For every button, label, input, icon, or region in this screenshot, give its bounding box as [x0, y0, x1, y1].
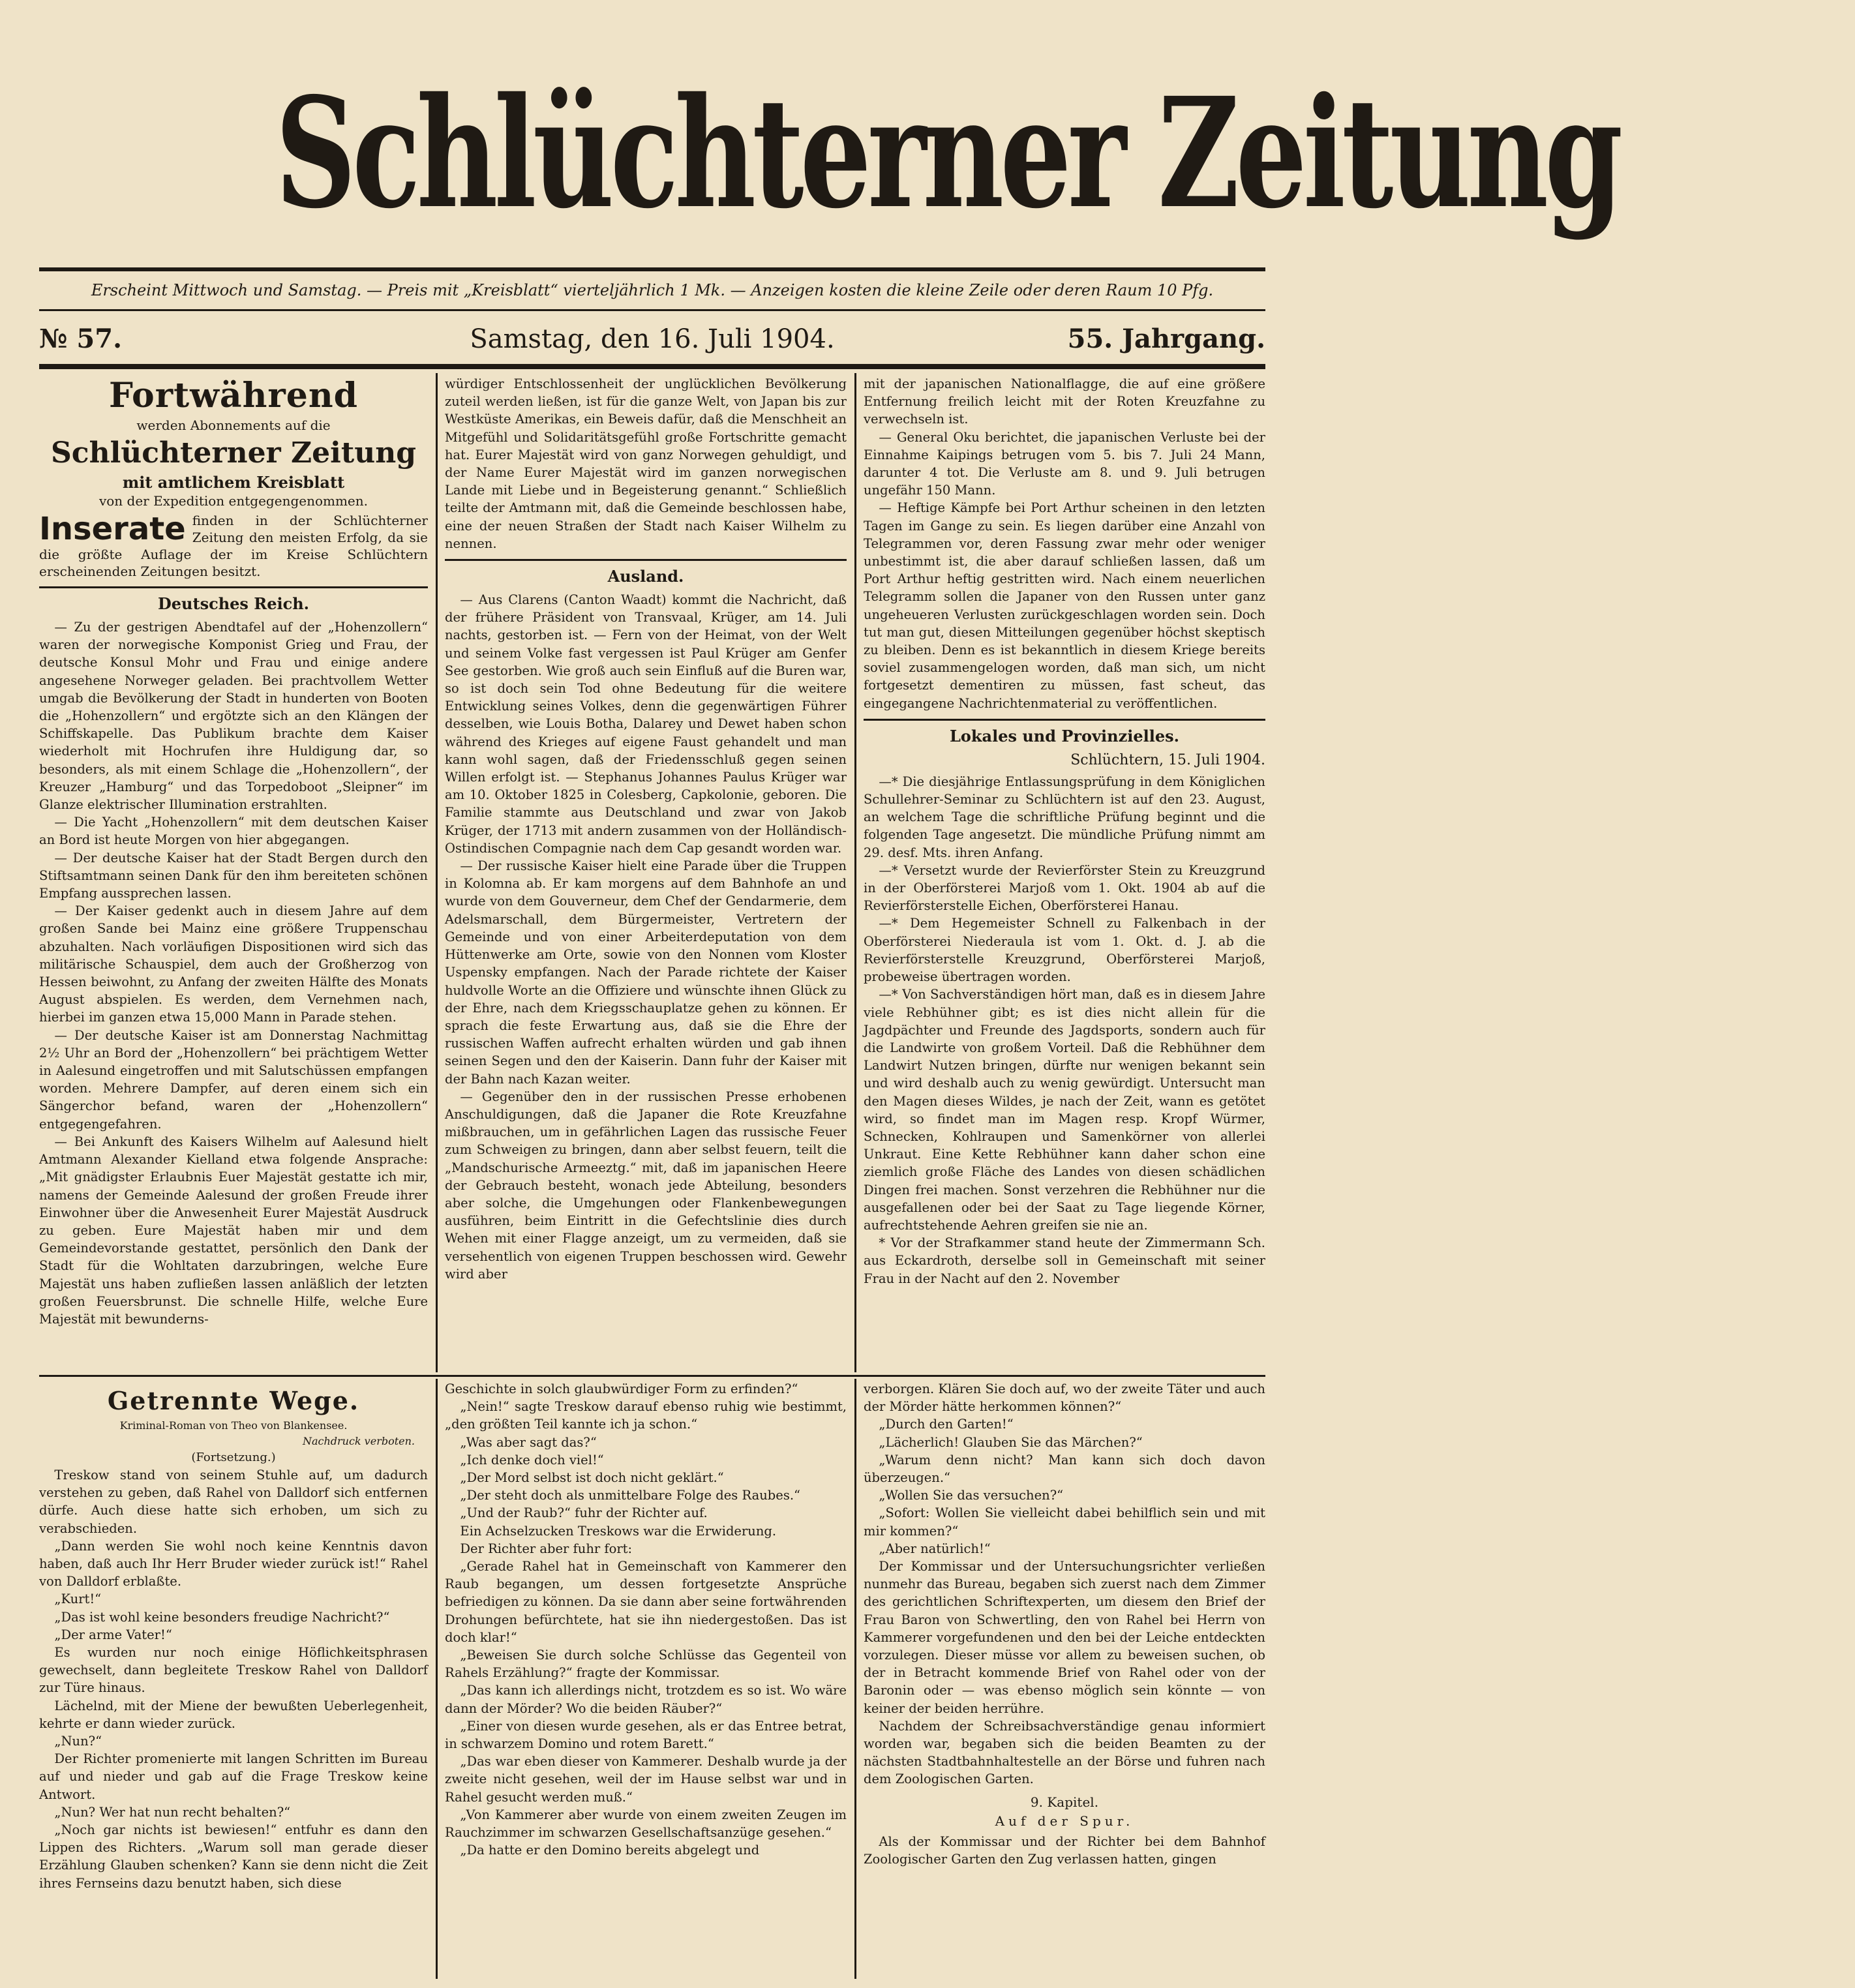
serial-paragraph: Als der Kommissar und der Richter bei dem Bahnhof Zoologischer Garten den Zug verlassen hatten, gingen: [864, 1833, 1265, 1867]
serial-paragraph: „Der Mord selbst ist doch nicht geklärt.“: [460, 1470, 724, 1486]
article-paragraph: —* Versetzt wurde der Revierförster Stein zu Kreuzgrund in der Oberförsterei Marjoß vom 1. Okt. 1904 ab auf die Revierförsterstelle Eichen, Oberförsterei Hanau.: [864, 862, 1265, 914]
issue-date: Samstag, den 16. Juli 1904.: [470, 324, 835, 354]
newspaper-title: Schlüchterner Zeitung: [275, 64, 1620, 242]
article-paragraph: — Gegenüber den in der russischen Presse erhobenen Anschuldigungen, daß die Japaner die Rote Kreuzfahne mißbrauchen, um in gefährlichen Lagen das russische Feuer zum Schweigen zu bringen, dann aber selbst feuern, teilt die „Mandschurische Armeeztg.“ mit, daß im japanischen Heere der Gebrauch besteht, wonach jede Abteilung, besonders aber solche, die Umgehungen oder Flankenbewegungen ausführen, beim Eintritt in die Gefechtslinie dies durch Wehen mit einer Flagge anzeigt, um zu vermeiden, daß sie versehentlich von eigenen Truppen beschossen wird. Gewehr wird aber: [445, 1089, 847, 1282]
section-rule: [864, 719, 1265, 721]
article-paragraph: — General Oku berichtet, die japanischen Verluste bei der Einnahme Kaipings betrugen vom 5. bis 7. Juli 24 Mann, darunter 4 tot. Die Verluste am 8. und 9. Juli betrugen ungefähr 150 Mann.: [864, 429, 1265, 498]
article-paragraph: —* Von Sachverständigen hört man, daß es in diesem Jahre viele Rebhühner gibt; es ist dies nicht allein für die Jagdpächter und Freunde des Jagdsports, sondern auch für die Landwirte von großem Vorteil. Daß die Rebhühner dem Landwirt Nutzen bringen, dürfte nur wenigen bekannt sein und wird deshalb auch zu wenig gewürdigt. Untersucht man den Magen dieses Wildes, je nach der Zeit, wann es getötet wird, so findet man im Magen resp. Kropf Würmer, Schnecken, Kohlraupen und Samenkörner von allerlei Unkraut. Eine Kette Rebhühner kann daher schon eine ziemlich große Fläche des Landes von diesen schädlichen Dingen frei machen. Sonst verzehren die Rebhühner nur die ausgefallenen oder bei der Saat zu Tage liegende Körner, aufrechtstehende Aehren greifen sie nie an.: [864, 987, 1265, 1233]
promo-newspaper-name: Schlüchterner Zeitung: [51, 436, 416, 470]
serial-paragraph: „Und der Raub?“ fuhr der Richter auf.: [460, 1505, 708, 1521]
section-heading-lokales: Lokales und Provinzielles.: [950, 726, 1179, 746]
article-paragraph: — Der russische Kaiser hielt eine Parade über die Truppen in Kolomna ab. Er kam morgens auf dem Bahnhofe an und wurde von dem Gouverneur, dem Chef der Gendarmerie, dem Adelsmarschall, dem Bürgermeister, Vertretern der Gemeinde und von einer Arbeiterdeputation von dem Hüttenwerke am Orte, sowie von den Nonnen vom Kloster Uspensky empfangen. Nach der Parade richtete der Kaiser huldvolle Worte an die Offiziere und wünschte ihnen Glück zu der Ehre, nach dem Kriegsschauplatze gehen zu können. Er sprach die feste Erwartung aus, daß sie die Ehre der russischen Waffen aufrecht erhalten würden und gab ihnen seinen Segen und den der Kaiserin. Dann fuhr der Kaiser mit der Bahn nach Kazan weiter.: [445, 858, 847, 1087]
section-rule: [445, 559, 847, 561]
serial-paragraph: Der Richter aber fuhr fort:: [460, 1541, 633, 1556]
chapter-number: 9. Kapitel.: [1030, 1794, 1099, 1810]
promo-subtitle: mit amtlichem Kreisblatt: [122, 473, 345, 492]
article-paragraph: —* Die diesjährige Entlassungsprüfung in dem Königlichen Schullehrer-Seminar zu Schlüchtern ist auf den 23. August, an welchem Tage die schriftliche Prüfung beginnt und die folgenden Tage angesetzt. Die mündliche Prüfung nimmt am 29. desf. Mts. ihren Anfang.: [864, 774, 1265, 860]
chapter-title: Auf der Spur.: [995, 1813, 1134, 1829]
promo-line-2: von der Expedition entgegengenommen.: [98, 493, 369, 509]
masthead-subline: Erscheint Mittwoch und Samstag. — Preis mit „Kreisblatt“ vierteljährlich 1 Mk. — Anzeigen kosten die kleine Zeile oder deren Raum 10 Pfg.: [91, 281, 1214, 299]
serial-title: Getrennte Wege.: [107, 1386, 360, 1415]
serial-paragraph: „Ich denke doch viel!“: [460, 1452, 604, 1468]
article-paragraph: — Die Yacht „Hohenzollern“ mit dem deutschen Kaiser an Bord ist heute Morgen von hier abgegangen.: [39, 815, 428, 848]
serial-paragraph: „Das war eben dieser von Kammerer. Deshalb wurde ja der zweite nicht gesehen, weil der im Hause selbst war und in Rahel gesucht werden muß.“: [445, 1754, 847, 1805]
serial-paragraph: „Aber natürlich!“: [879, 1541, 991, 1556]
serial-paragraph: „Das ist wohl keine besonders freudige Nachricht?“: [54, 1609, 390, 1625]
serial-paragraph: Der Richter promenierte mit langen Schritten im Bureau auf und nieder und gab auf die Frage Treskow keine Antwort.: [39, 1751, 428, 1802]
serial-paragraph: verborgen. Klären Sie doch auf, wo der zweite Täter und auch der Mörder hätte herkommen können?“: [864, 1381, 1265, 1415]
serial-paragraph: Es wurden nur noch einige Höflichkeitsphrasen gewechselt, dann begleitete Treskow Rahel von Dalldorf zur Türe hinaus.: [39, 1645, 428, 1696]
serial-paragraph: „Nein!“ sagte Treskow darauf ebenso ruhig wie bestimmt, „den größten Teil kannte ich ja schon.“: [445, 1399, 847, 1432]
serial-paragraph: „Nun? Wer hat nun recht behalten?“: [54, 1804, 291, 1820]
serial-paragraph: „Da hatte er den Domino bereits abgelegt und: [460, 1843, 760, 1858]
article-paragraph: — Der Kaiser gedenkt auch in diesem Jahre auf dem großen Sande bei Mainz eine größere Truppenschau abzuhalten. Nach vorläufigen Dispositionen wird sich das militärische Schauspiel, dem auch der Großherzog von Hessen beiwohnt, zu Anfang der zweiten Hälfte des Monats August abspielen. Es werden, dem Vernehmen nach, hierbei im ganzen etwa 15,000 Mann in Parade stehen.: [39, 903, 428, 1025]
serial-column-2: [445, 1380, 847, 1980]
serial-paragraph: „Noch gar nichts ist bewiesen!“ entfuhr es dann den Lippen des Richters. „Warum soll man gerade dieser Erzählung Glauben schenken? Kann sie denn nicht die Zeit ihres Fernseins dazu benutzt haben, sich diese: [39, 1822, 428, 1891]
serial-paragraph: Der Kommissar und der Untersuchungsrichter verließen nunmehr das Bureau, begaben sich zuerst nach dem Zimmer des gerichtlichen Schriftexperten, um diesem den Brief der Frau Baron von Schwertling, den von Rahel bei Herrn von Kammerer vorgefundenen und den bei der Leiche entdeckten vorzulegen. Dieser müsse vor allem zu beweisen suchen, ob der in Betracht kommende Brief von Rahel oder von der Baronin oder — was ebenso möglich sein könnte — von keiner der beiden herrühre.: [864, 1559, 1265, 1716]
masthead-rule-bottom: [39, 364, 1265, 369]
column-1: [39, 375, 428, 1373]
dateline: Schlüchtern, 15. Juli 1904.: [1070, 751, 1265, 768]
serial-byline: Kriminal-Roman von Theo von Blankensee.: [119, 1419, 348, 1432]
article-paragraph: —* Dem Hegemeister Schnell zu Falkenbach in der Oberförsterei Niederaula ist vom 1. Okt. d. J. ab die Revierförsterstelle Kreuzgrund, Oberförsterei Marjoß, probeweise übertragen worden.: [864, 916, 1265, 985]
serial-paragraph: „Nun?“: [54, 1734, 102, 1749]
serial-paragraph: Geschichte in solch glaubwürdiger Form zu erfinden?“: [445, 1381, 798, 1396]
article-paragraph: würdiger Entschlossenheit der unglücklichen Bevölkerung zuteil werden ließen, ist für die ganze Welt, von Japan bis zur Westküste Amerikas, ein Beweis dafür, daß die Menschheit an Mitgefühl und Solidaritätsgefühl große Fortschritte gemacht hat. Eurer Majestät wird von ganz Norwegen gehuldigt, und der Name Eurer Majestät wird im ganzen norwegischen Lande mit Liebe und in Begeisterung genannt.“ Schließlich teilte der Amtmann mit, daß die Gemeinde beschlossen habe, eine der neuen Straßen der Stadt nach Kaiser Wilhelm zu nennen.: [445, 376, 847, 551]
serial-paragraph: „Durch den Garten!“: [879, 1417, 1014, 1432]
serial-rule-2: [854, 1379, 856, 1979]
article-paragraph: mit der japanischen Nationalflagge, die auf eine größere Entfernung freilich leicht mit der Roten Kreuzfahne zu verwechseln ist.: [864, 376, 1265, 427]
serial-column-3: [864, 1380, 1265, 1980]
serial-paragraph: „Von Kammerer aber wurde von einem zweiten Zeugen im Rauchzimmer im schwarzen Gesellschaftsanzüge gesehen.“: [445, 1807, 847, 1841]
serial-paragraph: „Dann werden Sie wohl noch keine Kenntnis davon haben, daß auch Ihr Herr Bruder wieder zurück ist!“ Rahel von Dalldorf erblaßte.: [39, 1538, 428, 1589]
article-paragraph: — Zu der gestrigen Abendtafel auf der „Hohenzollern“ waren der norwegische Komponist Grieg und Frau, der deutsche Konsul Mohr und Frau und einige andere angesehene Norweger geladen. Bei prachtvollem Wetter umgab die Bevölkerung der Stadt in hunderten von Booten die „Hohenzollern“ und ergötzte sich an den Klängen der Schiffskapelle. Das Publikum brachte dem Kaiser wiederholt mit Hochrufen ihre Huldigung dar, so besonders, als mit einem Schlage die „Hohenzollern“, der Kreuzer „Hamburg“ und das Torpedoboot „Sleipner“ im Glanze elektrischer Illumination erstrahlten.: [39, 620, 428, 813]
column-rule-1: [436, 373, 438, 1372]
feuilleton-rule: [39, 1375, 1265, 1377]
serial-paragraph: Treskow stand von seinem Stuhle auf, um dadurch verstehen zu geben, daß Rahel von Dalldorf sich entfernen dürfe. Auch diese hatte sich erhoben, um sich zu verabschieden.: [39, 1468, 428, 1536]
serial-paragraph: Ein Achselzucken Treskows war die Erwiderung.: [460, 1523, 777, 1539]
masthead-rule-top: [39, 267, 1265, 271]
serial-paragraph: „Einer von diesen wurde gesehen, als er das Entree betrat, in schwarzem Domino und rotem Barett.“: [445, 1718, 847, 1752]
article-paragraph: * Vor der Strafkammer stand heute der Zimmermann Sch. aus Eckardroth, derselbe soll in Gemeinschaft mit seiner Frau in der Nacht auf den 2. November: [864, 1235, 1265, 1286]
serial-paragraph: „Der steht doch als unmittelbare Folge des Raubes.“: [460, 1488, 800, 1503]
masthead-rule-mid: [39, 309, 1265, 311]
column-2: [445, 375, 847, 1373]
subscription-notice: [39, 375, 428, 580]
inserate-word: Inserate: [39, 511, 186, 547]
column-rule-2: [854, 373, 856, 1372]
serial-paragraph: „Das kann ich allerdings nicht, trotzdem es so ist. Wo wäre dann der Mörder? Wo die beiden Räuber?“: [445, 1683, 847, 1716]
inserate-text: finden in der Schlüchterner Zeitung den meisten Erfolg, da sie die größte Auflage der im Kreise Schlüchtern erscheinenden Zeitungen besitzt.: [39, 513, 428, 579]
serial-paragraph: „Lächerlich! Glauben Sie das Märchen?“: [879, 1434, 1143, 1450]
serial-paragraph: „Was aber sagt das?“: [460, 1434, 597, 1450]
article-paragraph: — Bei Ankunft des Kaisers Wilhelm auf Aalesund hielt Amtmann Alexander Kielland etwa folgende Ansprache: „Mit gnädigster Erlaubnis Euer Majestät gestatte ich mir, namens der Gemeinde Aalesund der großen Freude ihrer Einwohner über die Anwesenheit Eurer Majestät Ausdruck zu geben. Eure Majestät haben mir und dem Gemeindevorstande gestattet, persönlich den Dank der Stadt für die Wohltaten darzubringen, welche Eure Majestät uns haben zufließen lassen anläßlich der letzten großen Feuersbrunst. Die schnelle Hilfe, welche Eure Majestät mit bewunderns-: [39, 1134, 428, 1327]
serial-paragraph: „Sofort: Wollen Sie vielleicht dabei behilflich sein und mit mir kommen?“: [864, 1505, 1265, 1539]
article-paragraph: — Der deutsche Kaiser ist am Donnerstag Nachmittag 2½ Uhr an Bord der „Hohenzollern“ bei prächtigem Wetter in Aalesund eingetroffen und mit Salutschüssen empfangen worden. Mehrere Dampfer, auf deren einem sich ein Sängerchor befand, waren der „Hohenzollern“ entgegengefahren.: [39, 1027, 428, 1132]
article-paragraph: — Aus Clarens (Canton Waadt) kommt die Nachricht, daß der frühere Präsident von Transvaal, Krüger, am 14. Juli nachts, gestorben ist. — Fern von der Heimat, von der Welt und seinem Volke fast vergessen ist Paul Krüger am Genfer See gestorben. Wie groß auch sein Einfluß auf die Buren war, so ist doch sein Tod ohne Bedeutung für die weitere Entwicklung seines Volkes, denn die gegenwärtigen Führer desselben, wie Louis Botha, Dalarey und Dewet haben schon während des Krieges auf eigene Faust gehandelt und man kann wohl sagen, daß der Friedensschluß gegen seinen Willen erfolgt ist. — Stephanus Johannes Paulus Krüger war am 10. Oktober 1825 in Colesberg, Capkolonie, geboren. Die Familie stammte aus Deutschland und zwar von Jakob Krüger, der 1713 mit andern zusammen von der Holländisch-Ostindischen Compagnie nach dem Cap gesandt worden war.: [445, 592, 847, 856]
volume-year: 55. Jahrgang.: [1067, 324, 1265, 354]
serial-column-1: [39, 1380, 428, 1980]
serial-paragraph: „Wollen Sie das versuchen?“: [879, 1488, 1064, 1503]
serial-paragraph: „Beweisen Sie durch solche Schlüsse das Gegenteil von Rahels Erzählung?“ fragte der Kommissar.: [445, 1648, 847, 1681]
serial-paragraph: „Warum denn nicht? Man kann sich doch davon überzeugen.“: [864, 1452, 1265, 1486]
section-heading-reich: Deutsches Reich.: [157, 594, 310, 613]
issue-info-bar: [39, 316, 1265, 362]
masthead: [39, 46, 1620, 261]
serial-paragraph: „Der arme Vater!“: [54, 1627, 172, 1642]
issue-number: № 57.: [39, 324, 122, 354]
serial-continuation: (Fortsetzung.): [191, 1451, 276, 1464]
serial-paragraph: „Gerade Rahel hat in Gemeinschaft von Kammerer den Raub begangen, um dessen fortgesetzte Ansprüche befriedigen zu können. Da sie dann aber seine fortwährenden Drohungen befürchtete, hat sie ihn niedergestoßen. Das ist doch klar!“: [445, 1559, 847, 1645]
article-paragraph: — Der deutsche Kaiser hat der Stadt Bergen durch den Stiftsamtmann seinen Dank für den ihm bereiteten schönen Empfang aussprechen lassen.: [39, 850, 428, 901]
serial-paragraph: Nachdem der Schreibsachverständige genau informiert worden war, begaben sich die beiden Beamten zu der nächsten Stadtbahnhaltestelle an der Börse und fuhren nach dem Zoologischen Garten.: [864, 1718, 1265, 1787]
promo-title: Fortwährend: [108, 376, 359, 415]
promo-rule: [39, 586, 428, 588]
inserate-notice: [39, 512, 428, 580]
article-paragraph: — Heftige Kämpfe bei Port Arthur scheinen in den letzten Tagen im Gange zu sein. Es liegen darüber eine Anzahl von Telegrammen vor, deren Fassung zwar mehr oder weniger unbestimmt ist, die aber darauf schließen lassen, daß um Port Arthur heftig gestritten wird. Nach einem neuerlichen Telegramm sollen die Japaner von den Russen unter ganz ungeheueren Verlusten zurückgeschlagen worden sein. Doch tut man gut, diesen Mitteilungen gegenüber höchst skeptisch zu bleiben. Denn es ist bekanntlich in diesem Kriege bereits soviel zusammengelogen worden, daß man sich, um nicht fortgesetzt dementiren zu müssen, fast scheut, das eingegangene Nachrichtenmaterial zu veröffentlichen.: [864, 500, 1265, 711]
serial-rule-1: [436, 1379, 438, 1979]
promo-line-1: werden Abonnements auf die: [136, 417, 331, 433]
serial-paragraph: „Kurt!“: [54, 1591, 102, 1607]
serial-paragraph: Lächelnd, mit der Miene der bewußten Ueberlegenheit, kehrte er dann wieder zurück.: [39, 1698, 428, 1731]
serial-reprint-note: Nachdruck verboten.: [302, 1435, 415, 1447]
section-heading-ausland: Ausland.: [607, 567, 684, 586]
column-3: [864, 375, 1265, 1373]
